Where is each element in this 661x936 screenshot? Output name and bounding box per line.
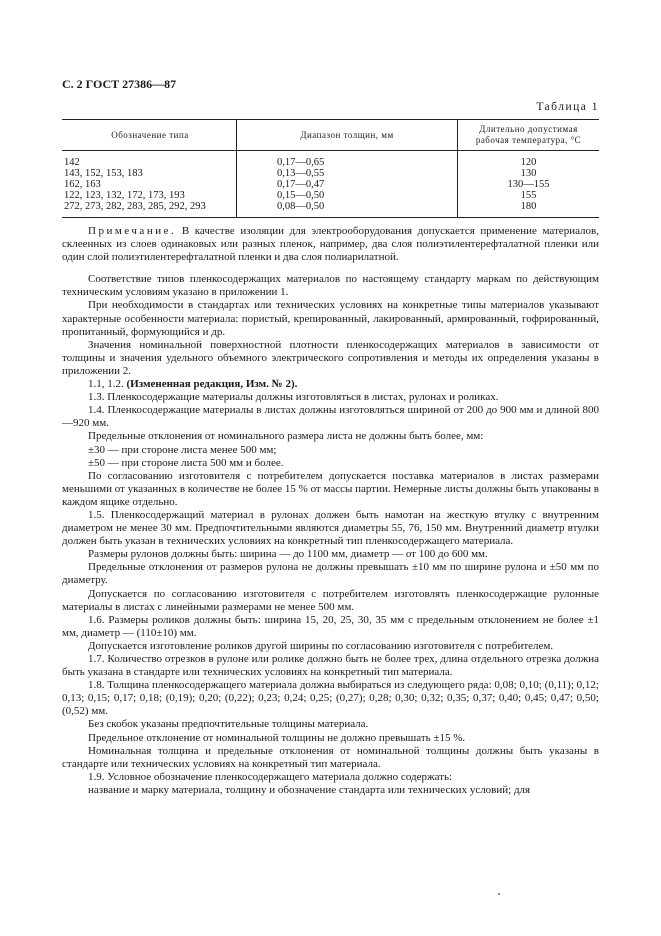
edition-bold: (Измененная редакция, Изм. № 2).: [126, 378, 298, 391]
note-text: В качестве изоляции для электрооборудования допускается применение материалов, склеенных из слоев одинаковых или разных пленок, например, два слоя полиэтилентерефталатной пленки или один слой полиэтилентерефталатной пленки и два слоя полиарилатной.: [62, 225, 599, 264]
table-row: [62, 179, 599, 190]
col-header-type: Обозначение типа: [62, 120, 237, 151]
paragraph: Предельные отклонения от номинального размера листа не должны быть более, мм:: [88, 430, 484, 443]
table-row: [62, 190, 599, 201]
cell-thickness: 0,15—0,50: [237, 190, 458, 201]
cell-type: 272, 273, 282, 283, 285, 292, 293: [62, 201, 237, 218]
paragraph: При необходимости в стандартах или технических условиях на конкретные типы материалов указывают характерные особенности материала: пористый, крепированный, лакированный, армированный, гофрированный, пропитанный, формующийся и др.: [62, 299, 599, 338]
type-table: [62, 119, 599, 218]
paragraph: Допускается изготовление роликов другой ширины по согласованию изготовителя с потребителем.: [88, 639, 554, 652]
document-body: [62, 225, 599, 797]
paragraph: ±50 — при стороне листа 500 мм и более.: [88, 456, 284, 469]
paragraph: Значения номинальной поверхностной плотности пленкосодержащих материалов в зависимости от толщины и значения удельного объемного электрического сопротивления и методы их определения указаны в приложении 2.: [62, 338, 599, 377]
paragraph: По согласованию изготовителя с потребителем допускается поставка материалов в листах размерами меньшими от указанных в количестве не более 15 % от массы партии. Немерные листы должны быть упакованы в каждом ящике отдельно.: [62, 469, 599, 508]
cell-temperature: 120: [458, 151, 600, 169]
cell-type: 122, 123, 132, 172, 173, 193: [64, 190, 185, 201]
edition-note: [62, 378, 599, 391]
cell-temperature: 130—155: [458, 179, 600, 190]
table-row: [62, 151, 599, 169]
paragraph: Соответствие типов пленкосодержащих материалов по настоящему стандарту маркам по действующим техническим условиям указано в приложении 1.: [62, 273, 599, 299]
cell-temperature: 180: [458, 201, 600, 218]
paragraph: 1.3. Пленкосодержащие материалы должны изготовляться в листах, рулонах и роликах.: [88, 391, 499, 404]
note-label: Примечание.: [88, 225, 177, 237]
cell-temperature: 155: [458, 190, 600, 201]
cell-thickness: 0,08—0,50: [237, 201, 458, 218]
paragraph: 1.9. Условное обозначение пленкосодержащего материала должно содержать:: [88, 770, 453, 783]
table-header-row: [62, 120, 599, 151]
cell-type: 143, 152, 153, 183: [64, 168, 143, 179]
col-header-thickness: Диапазон толщин, мм: [237, 120, 458, 151]
paragraph: 1.7. Количество отрезков в рулоне или ролике должно быть не более трех, длина отдельного отрезка должна быть указана в стандарте или технических условиях на конкретный тип материала.: [62, 653, 599, 679]
table-row: [62, 201, 599, 218]
paragraph: Предельные отклонения от размеров рулона не должны превышать ±10 мм по ширине рулона и ±50 мм по диаметру.: [62, 561, 599, 587]
paragraph: Допускается по согласованию изготовителя с потребителем изготовлять пленкосодержащие рулонные материалы в листах с линейными размерами не менее 500 мм.: [62, 587, 599, 613]
edition-prefix: 1.1, 1.2.: [88, 378, 127, 391]
paragraph: Без скобок указаны предпочтительные толщины материала.: [88, 718, 369, 731]
page-header: С. 2 ГОСТ 27386—87: [62, 77, 177, 91]
page-speck: [498, 893, 500, 895]
paragraph: ±30 — при стороне листа менее 500 мм;: [88, 443, 277, 456]
paragraph: 1.4. Пленкосодержащие материалы в листах должны изготовляться шириной от 200 до 900 мм и длиной 800—920 мм.: [62, 404, 599, 430]
table-title: Таблица 1: [536, 101, 599, 113]
paragraph: 1.8. Толщина пленкосодержащего материала должна выбираться из следующего ряда: 0,08; 0,10; (0,11); 0,12; 0,13; 0,15; 0,17; 0,18; (0,19); 0,20; (0,22); 0,23; 0,24; 0,25; (0,27); 0,28; 0,30; 0,32; 0,35; 0,37; 0,40; 0,45; 0,47; 0,50; (0,52) мм.: [62, 679, 599, 718]
col-header-temperature: [458, 120, 600, 151]
cell-thickness: 0,13—0,55: [237, 168, 458, 179]
cell-thickness: 0,17—0,65: [237, 151, 458, 169]
cell-thickness: 0,17—0,47: [237, 179, 458, 190]
paragraph: Предельное отклонение от номинальной толщины не должно превышать ±15 %.: [88, 731, 466, 744]
col-header-temperature-line2: рабочая температура, °С: [475, 135, 582, 145]
paragraph: Размеры рулонов должны быть: ширина — до 1100 мм, диаметр — от 100 до 600 мм.: [88, 548, 488, 561]
cell-temperature: 130: [458, 168, 600, 179]
note-paragraph: [62, 225, 599, 264]
paragraph: название и марку материала, толщину и обозначение стандарта или технических условий; для: [88, 783, 531, 796]
paragraph: Номинальная толщина и предельные отклонения от номинальной толщины должны быть указаны в стандарте или технических условиях на конкретный тип материала.: [62, 744, 599, 770]
cell-type: 162, 163: [64, 179, 101, 190]
col-header-temperature-line1: Длительно допустимая: [479, 124, 578, 134]
paragraph: 1.5. Пленкосодержащий материал в рулонах должен быть намотан на жесткую втулку с внутренним диаметром не менее 30 мм. Предпочтительными являются диаметры 55, 76, 150 мм. Внутренний диаметр втулки должен быть указан в технических условиях на конкретный тип пленкосодержащего материала.: [62, 508, 599, 548]
table-row: [62, 168, 599, 179]
paragraph: 1.6. Размеры роликов должны быть: ширина 15, 20, 25, 30, 35 мм с предельным отклонением не более ±1 мм, диаметр — (110±10) мм.: [62, 613, 599, 639]
cell-type: 142: [64, 157, 80, 168]
